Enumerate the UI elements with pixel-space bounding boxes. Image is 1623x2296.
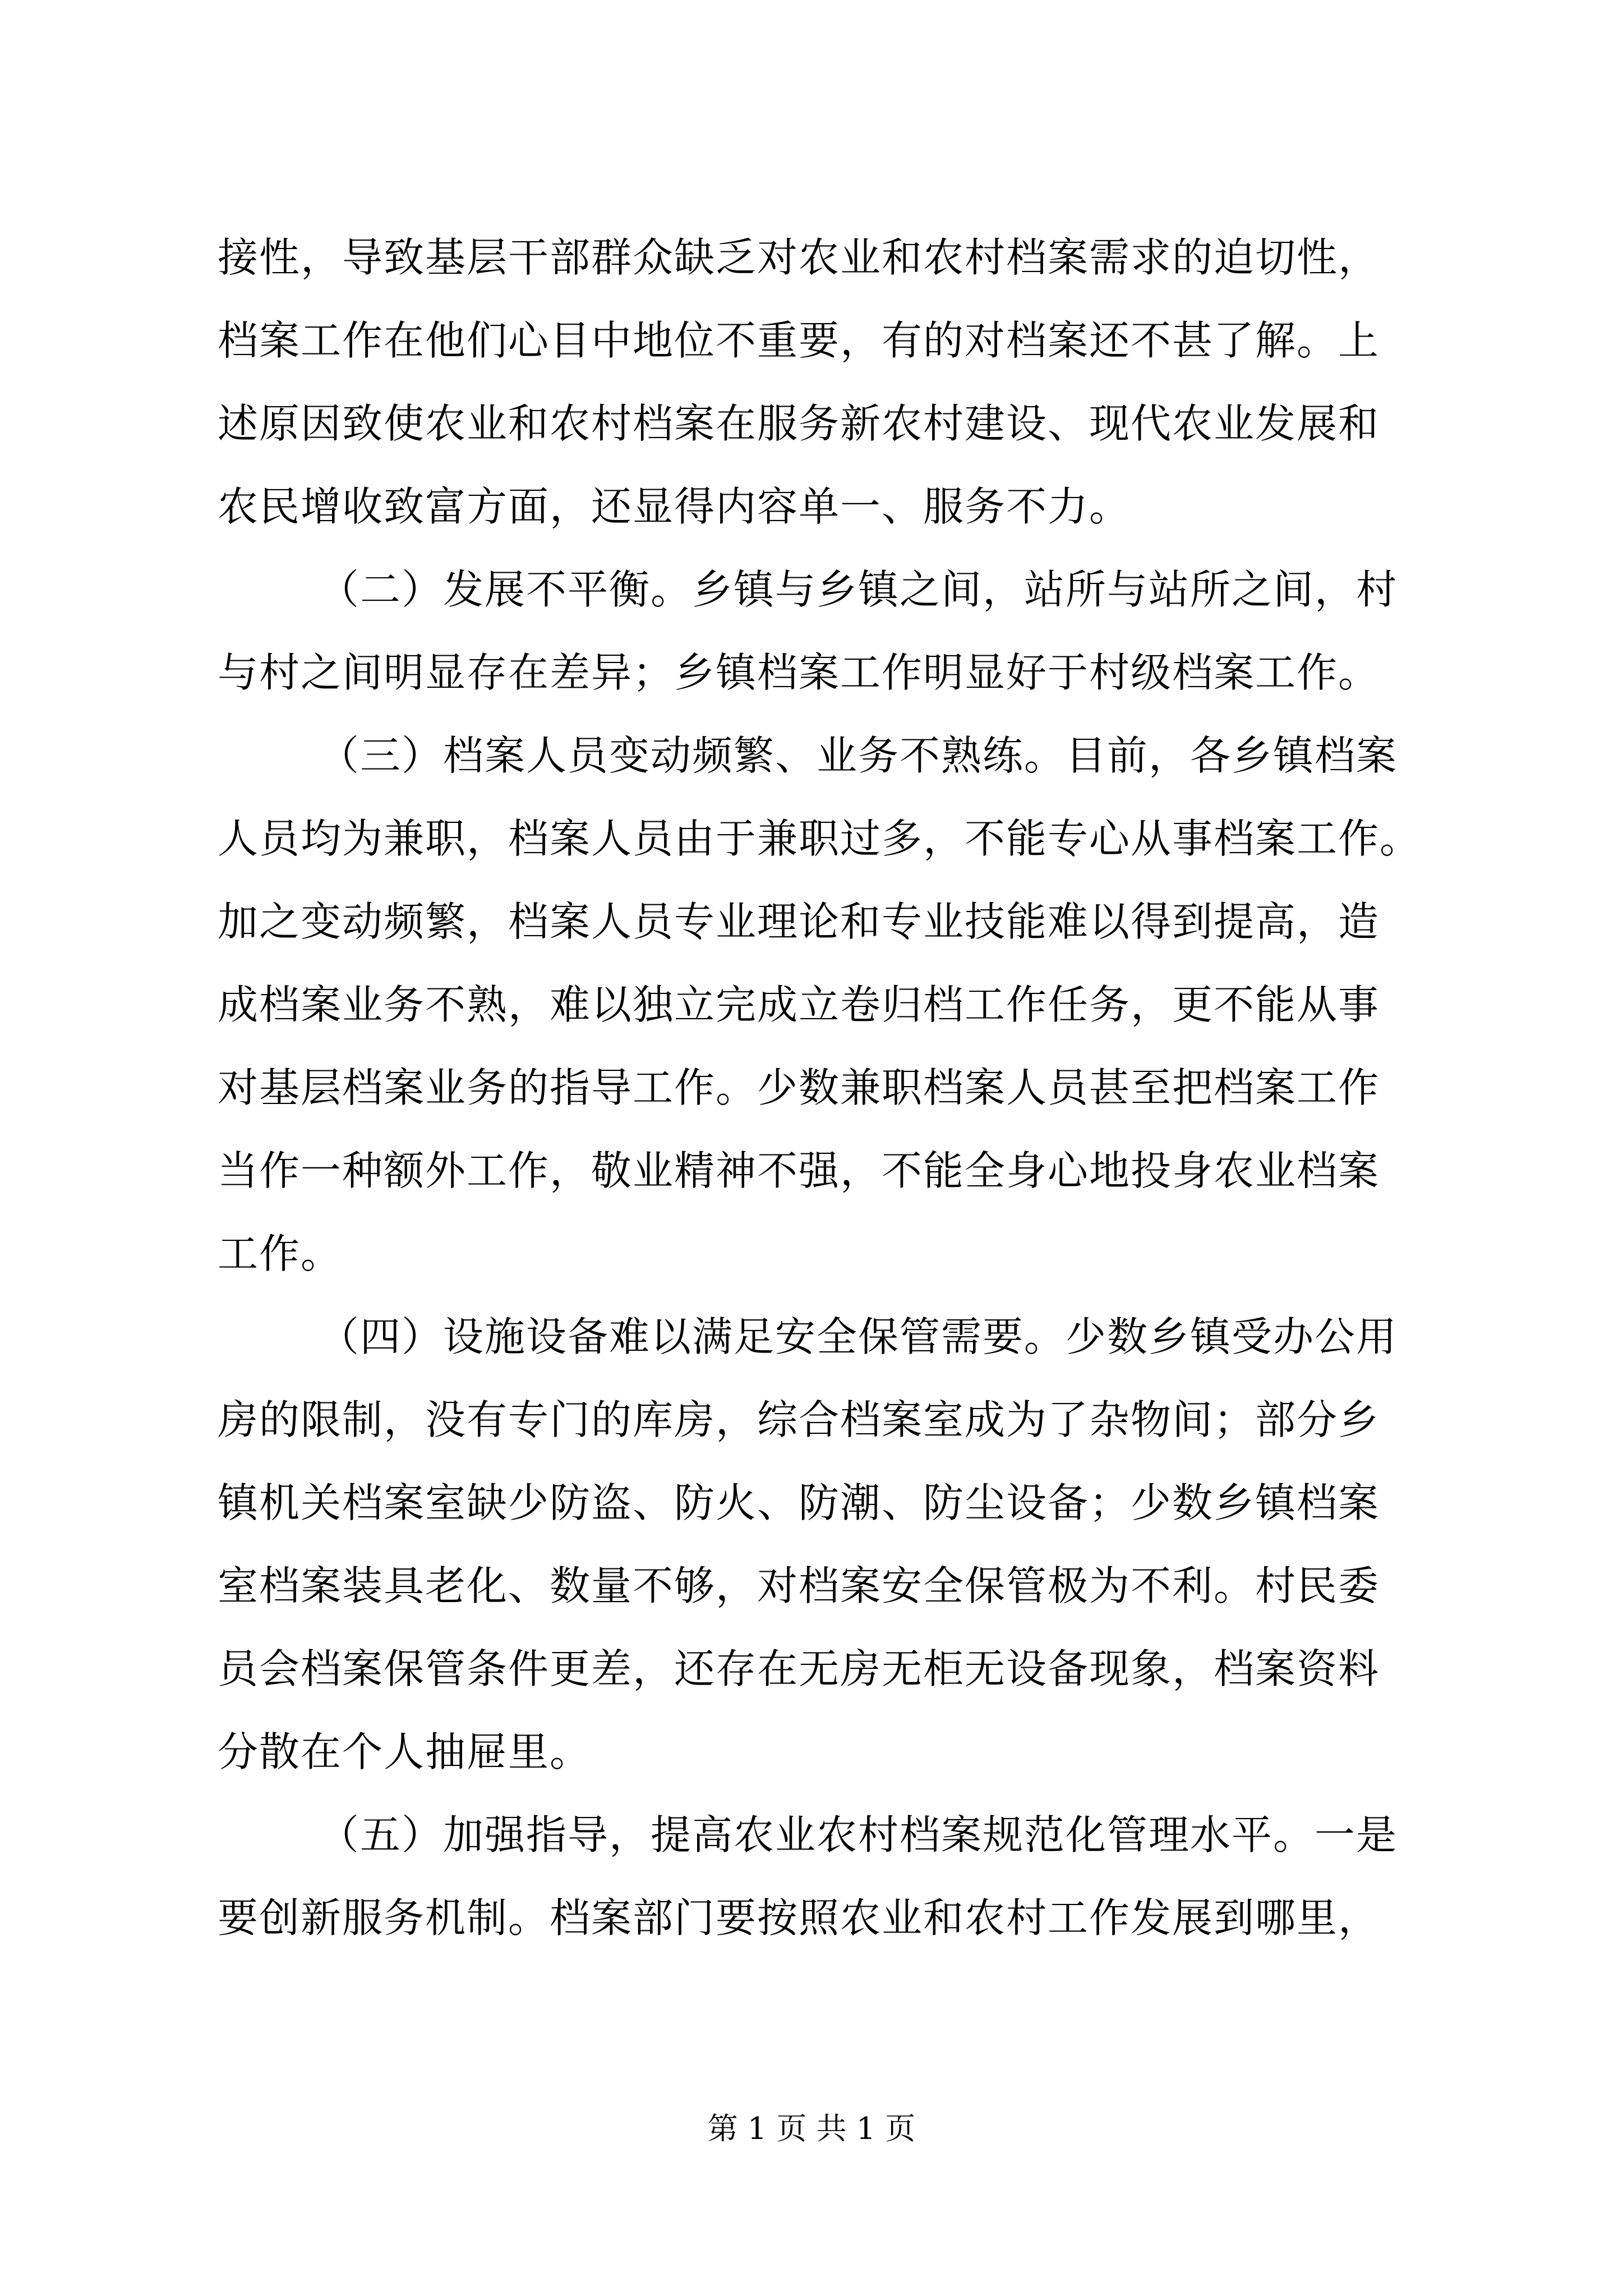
text-line: 人员均为兼职，档案人员由于兼职过多，不能专心从事档案工作。 [218,815,1422,862]
paragraph-heading-line: （三）档案人员变动频繁、业务不熟练。目前，各乡镇档案 [319,732,1398,779]
paragraph-heading-line: （四）设施设备难以满足安全保管需要。少数乡镇受办公用 [319,1313,1398,1360]
text-line: 加之变动频繁，档案人员专业理论和专业技能难以得到提高，造 [218,898,1380,945]
text-line: 农民增收致富方面，还显得内容单一、服务不力。 [218,483,1131,530]
document-body [218,216,1435,1959]
text-line: 镇机关档案室缺少防盗、防火、防潮、防尘设备；少数乡镇档案 [218,1479,1380,1526]
text-line: 当作一种额外工作，敬业精神不强，不能全身心地投身农业档案 [218,1147,1380,1194]
text-line: 成档案业务不熟，难以独立完成立卷归档工作任务，更不能从事 [218,981,1380,1028]
text-line: 述原因致使农业和农村档案在服务新农村建设、现代农业发展和 [218,400,1380,447]
text-line: 员会档案保管条件更差，还存在无房无柜无设备现象，档案资料 [218,1645,1380,1692]
text-line: 要创新服务机制。档案部门要按照农业和农村工作发展到哪里， [218,1894,1380,1941]
text-line: 工作。 [218,1230,343,1277]
text-line: 与村之间明显存在差异；乡镇档案工作明显好于村级档案工作。 [218,649,1380,696]
text-line: 档案工作在他们心目中地位不重要，有的对档案还不甚了解。上 [218,317,1380,364]
text-line: 室档案装具老化、数量不够，对档案安全保管极为不利。村民委 [218,1562,1380,1609]
paragraph-heading-line: （五）加强指导，提高农业农村档案规范化管理水平。一是 [319,1811,1398,1858]
text-line: 对基层档案业务的指导工作。少数兼职档案人员甚至把档案工作 [218,1064,1380,1111]
text-line: 接性，导致基层干部群众缺乏对农业和农村档案需求的迫切性， [218,234,1380,281]
text-line: 房的限制，没有专门的库房，综合档案室成为了杂物间；部分乡 [218,1396,1380,1443]
paragraph-heading-line: （二）发展不平衡。乡镇与乡镇之间，站所与站所之间，村 [319,566,1398,613]
text-line: 分散在个人抽屉里。 [218,1728,592,1775]
page-number-footer: 第 1 页 共 1 页 [707,2111,916,2146]
